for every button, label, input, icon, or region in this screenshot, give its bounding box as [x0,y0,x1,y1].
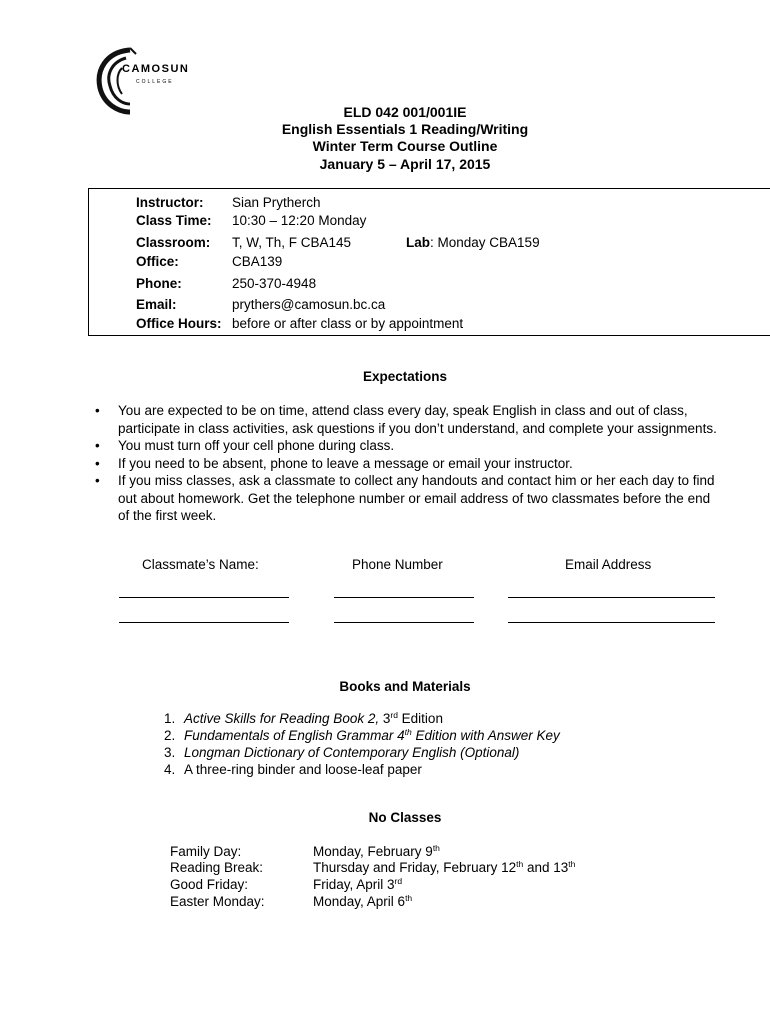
books-list [164,710,560,778]
logo-name: CAMOSUN [122,63,190,75]
item-number: 1. [164,711,176,726]
office-label: Office: [136,254,179,269]
list-item [164,710,560,727]
lab-label: Lab [406,235,431,250]
instructor-value: Sian Prytherch [232,195,321,210]
email-label: Email: [136,297,177,312]
classtime-value: 10:30 – 12:20 Monday [232,213,367,228]
classmate-name-blank-1[interactable] [119,597,289,598]
ordinal-suffix: th [568,859,576,869]
book-edition-number: 3 [379,711,391,726]
classmate-name-blank-2[interactable] [119,622,289,623]
item-number: 3. [164,745,176,760]
lab-value: : Monday CBA159 [430,235,540,250]
ordinal-suffix: rd [394,876,403,886]
instructor-label: Instructor: [136,195,204,210]
term-dates: January 5 – April 17, 2015 [319,156,491,172]
item-number: 4. [164,762,176,777]
email-value[interactable]: pryth​ers@camosun.bc.ca [232,297,386,312]
list-item: • If you need to be absent, phone to leave a message or email your instructor. [92,455,722,473]
holiday-label: Easter Monday: [170,894,265,909]
classmate-phone-blank-2[interactable] [334,622,474,623]
holiday-label: Good Friday: [170,877,249,892]
ordinal-suffix: th [516,859,524,869]
classmate-name-header: Classmate’s Name: [142,557,259,572]
ordinal-suffix: th [404,727,412,737]
list-item: • You must turn off your cell phone during class. [92,437,722,455]
phone-label: Phone: [136,276,182,291]
book-edition-text: Edition [397,711,443,726]
holiday-label: Reading Break: [170,860,264,875]
classroom-value: T, W, Th, F CBA145 [232,235,352,250]
classmate-phone-blank-1[interactable] [334,597,474,598]
date-text: Thursday and Friday, February 12 [313,860,517,875]
classmate-phone-header: Phone Number [352,557,443,572]
office-value: CBA139 [232,254,283,269]
holiday-date [313,876,402,893]
date-text: Monday, April 6 [313,894,406,909]
holiday-date [313,859,575,876]
holiday-date [313,843,440,860]
no-classes-title: No Classes [368,810,442,825]
phone-value: 250-370-4948 [232,276,317,291]
list-item [164,761,560,778]
office-hours-label: Office Hours: [136,316,222,331]
date-text: Monday, February 9 [313,844,433,859]
list-item [164,744,560,761]
instructor-info-box [88,188,770,336]
holiday-date [313,893,412,910]
books-title: Books and Materials [339,679,471,694]
list-item: • If you miss classes, ask a classmate to collect any handouts and contact him or her each day to find out about homework. Get the telephone number or email address of two classmates before the end of the first week. [92,472,722,525]
course-code: ELD 042 001/001IE [343,104,467,120]
list-item: • You are expected to be on time, attend class every day, speak English in class and out of class, participate in class activities, ask questions if you don’t understand, and complete your assignments. [92,402,722,437]
ordinal-suffix: rd [390,710,398,720]
office-hours-value: before or after class or by appointment [232,316,464,331]
material-text: A three-ring binder and loose-leaf paper [184,762,422,777]
classmate-email-blank-1[interactable] [508,597,715,598]
lab-info [406,235,540,250]
term-title: Winter Term Course Outline [312,138,498,154]
classmate-email-blank-2[interactable] [508,622,715,623]
date-text: Friday, April 3 [313,877,395,892]
date-text: and 13 [523,860,569,875]
list-item [164,727,560,744]
logo-sub: COLLEGE [136,79,174,85]
classtime-label: Class Time: [136,213,212,228]
ordinal-suffix: th [405,893,413,903]
expectations-list [92,402,722,525]
ordinal-suffix: th [432,843,440,853]
book-title: Active Skills for Reading Book 2, [184,711,380,726]
expectations-title: Expectations [362,369,448,384]
book-title: Fundamentals of English Grammar 4 [184,728,405,743]
course-name: English Essentials 1 Reading/Writing [281,121,529,137]
book-edition-text: Edition with Answer Key [411,728,560,743]
classmate-email-header: Email Address [565,557,652,572]
holiday-label: Family Day: [170,844,242,859]
classroom-label: Classroom: [136,235,211,250]
book-title: Longman Dictionary of Contemporary English (Optional) [184,745,520,760]
item-number: 2. [164,728,176,743]
